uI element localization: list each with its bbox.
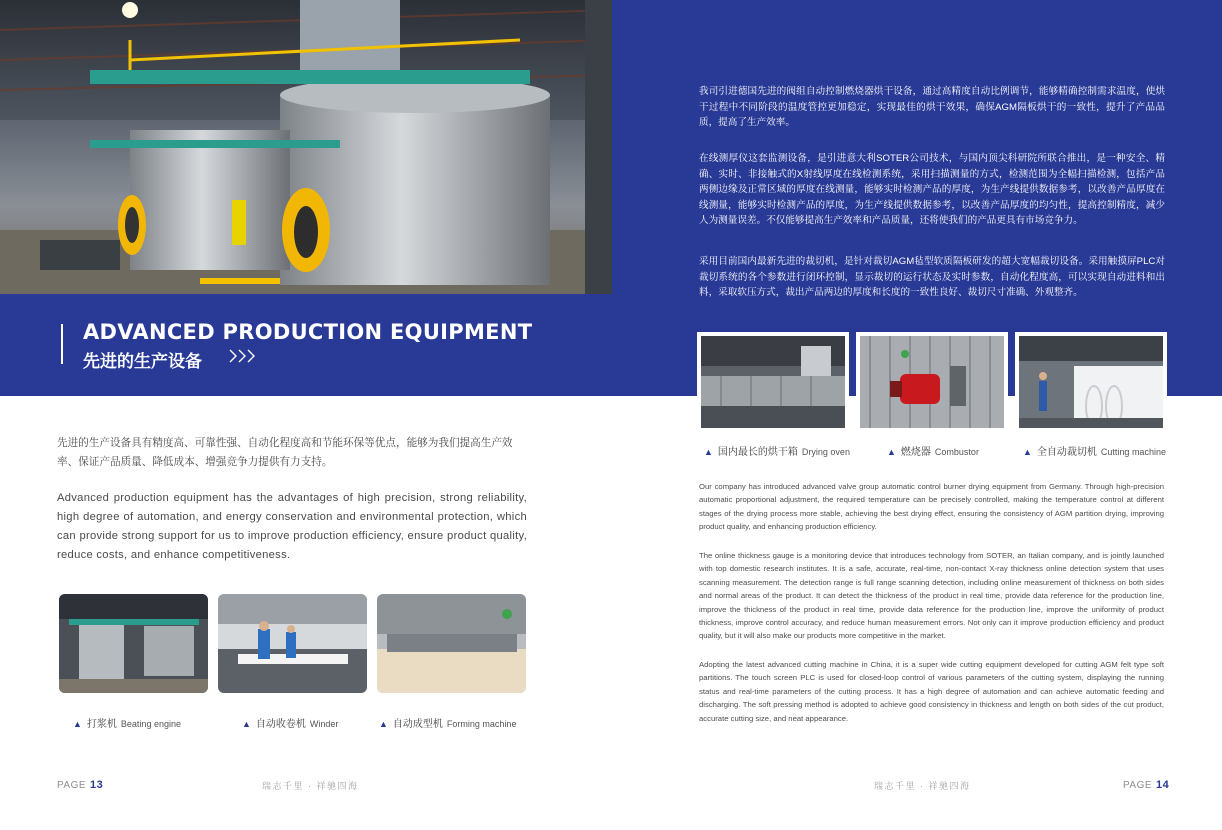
caption-en: Beating engine — [120, 719, 181, 729]
caption-cn: 燃烧器 — [900, 447, 931, 458]
winder-photo — [218, 594, 367, 693]
page-label: PAGE — [57, 780, 87, 791]
right-cn-paragraph-2: 在线测厚仪这套监测设备，是引进意大利SOTER公司技术，与国内顶尖科研院所联合推出，是一种安全、精确、实时、非接触式的X射线厚度在线检测系统，采用扫描测量的方式，检测范围为全幅扫描检测，包括产品两侧边缘及正常区域的厚度在线测量，能够实时检测产品的厚度，为生产线提供数据参考，以改善产品厚度在线测量，能够实时检测产品的厚度，为生产线提供数据参考，以改善产品厚度的均匀性，提高控制精度，减少人为测量误差。不仅能够提高生产效率和产品质量，还将使我们的产品更具有市场竞争力。 — [699, 153, 1165, 226]
right-cn-paragraph-3: 采用目前国内最新先进的裁切机，是针对裁切AGM毡型软质隔板研发的超大宽幅裁切设备。采用触摸屏PLC对裁切系统的各个参数进行闭环控制，显示裁切的运行状态及实时参数，自动化程度高，可以实现自动进料和出料，采取软压方式，裁出产品两边的厚度和长度的一致性良好、裁切尺寸准确、外观整齐。 — [699, 256, 1165, 298]
left-intro-cn: 先进的生产设备具有精度高、可靠性强、自动化程度高和节能环保等优点，能够为我们提高生产效率、保证产品质量、降低成本、增强竞争力提供有力支持。 — [57, 437, 513, 468]
page-label: PAGE — [1123, 780, 1153, 791]
triangle-icon: ▲ — [242, 719, 251, 729]
caption-cn: 打浆机 — [86, 719, 117, 730]
caption-en: Forming machine — [446, 719, 517, 729]
section-title-en: ADVANCED PRODUCTION EQUIPMENT — [83, 320, 533, 344]
footer-motto-right: 瑞志千里 · 祥驰四海 — [874, 781, 971, 791]
caption-cn: 自动收卷机 — [255, 719, 306, 730]
caption-combustor — [887, 443, 979, 458]
caption-en: Drying oven — [801, 447, 850, 457]
caption-drying-oven — [704, 443, 850, 458]
caption-cn: 全自动裁切机 — [1036, 447, 1097, 458]
caption-en: Winder — [309, 719, 339, 729]
caption-en: Combustor — [934, 447, 979, 457]
hero-factory-photo — [0, 0, 612, 294]
page-number-right — [1123, 779, 1169, 791]
drying-oven-photo — [701, 336, 845, 428]
triple-chevron-icon — [229, 349, 257, 363]
caption-forming-machine — [379, 715, 516, 730]
triangle-icon: ▲ — [73, 719, 82, 729]
photo-frame-cutting-machine — [1015, 332, 1167, 432]
right-en-paragraph-3: Adopting the latest advanced cutting machine in China, it is a super wide cutting equipment developed for cutting AGM felt type soft partitions. The touch screen PLC is used for closed-loop control of various parameters of the cutting system, displaying the running status and real-time parameters of the cutting process. It has a high degree of automation and can achieve automatic feeding and discharging. The soft pressing method is adopted to achieve good consistency in thickness and length on both sides of the cut product, accurate cutting size, and neat appearance. — [699, 660, 1164, 723]
triangle-icon: ▲ — [1023, 447, 1032, 457]
triangle-icon: ▲ — [887, 447, 896, 457]
combustor-photo — [860, 336, 1004, 428]
footer-motto-left: 瑞志千里 · 祥驰四海 — [262, 781, 359, 791]
photo-frame-drying-oven — [697, 332, 849, 432]
cutting-machine-photo — [1019, 336, 1163, 428]
right-en-paragraph-2: The online thickness gauge is a monitoring device that introduces technology from SOTER, an Italian company, and is jointly launched with top domestic research institutes. It is a safe, accurate, real-time, non-contact X-ray thickness online detection system that uses scanning measurement. The detection range is full range scanning detection, including online measurement of thickness on both sides and normal areas of the product. It can detect the thickness of the product in real time, provide data reference for the production line, improve the thickness of the product in real time, provide data reference for the production line, improve the uniformity of product thickness, improve control accuracy, and reduce human measurement errors. Not only can it improve production efficiency and product quality, but it will also make our products more competitive in the market. — [699, 551, 1164, 641]
page-number: 14 — [1156, 779, 1170, 791]
caption-beating-engine — [73, 715, 181, 730]
triangle-icon: ▲ — [379, 719, 388, 729]
right-en-paragraph-1: Our company has introduced advanced valve group automatic control burner drying equipment from Germany. Through high-precision automatic proportional adjustment, the required temperature can be precisely controlled, making the temperature control at different stages of the drying process more stable, achieving the best drying effect, ensuring the consistency of AGM partition drying, improving product quality, and enhancing production efficiency. — [699, 482, 1164, 532]
caption-en: Cutting machine — [1100, 447, 1166, 457]
section-title-cn: 先进的生产设备 — [83, 352, 202, 372]
page-number-left — [57, 779, 103, 791]
left-intro-en: Advanced production equipment has the advantages of high precision, strong reliability, high degree of automation, and energy conservation and environmental protection, which can provide strong support for us to improve production efficiency, ensure product quality, reduce costs, and enhance competitiveness. — [57, 492, 527, 561]
page-number: 13 — [90, 779, 104, 791]
triangle-icon: ▲ — [704, 447, 713, 457]
factory-illustration — [0, 0, 612, 294]
caption-cutting-machine — [1023, 443, 1166, 458]
forming-machine-photo — [377, 594, 526, 693]
photo-frame-combustor — [856, 332, 1008, 432]
beating-engine-photo — [59, 594, 208, 693]
caption-winder — [242, 715, 338, 730]
caption-cn: 国内最长的烘干箱 — [717, 447, 798, 458]
title-band — [0, 294, 612, 396]
caption-cn: 自动成型机 — [392, 719, 443, 730]
right-cn-paragraph-1: 我司引进德国先进的阀组自动控制燃烧器烘干设备，通过高精度自动比例调节，能够精确控制需求温度，使烘干过程中不同阶段的温度管控更加稳定，实现最佳的烘干效果，确保AGM隔板烘干的一致性，提升了产品品质，提高了生产效率。 — [699, 86, 1165, 128]
title-accent-bar — [61, 324, 63, 364]
